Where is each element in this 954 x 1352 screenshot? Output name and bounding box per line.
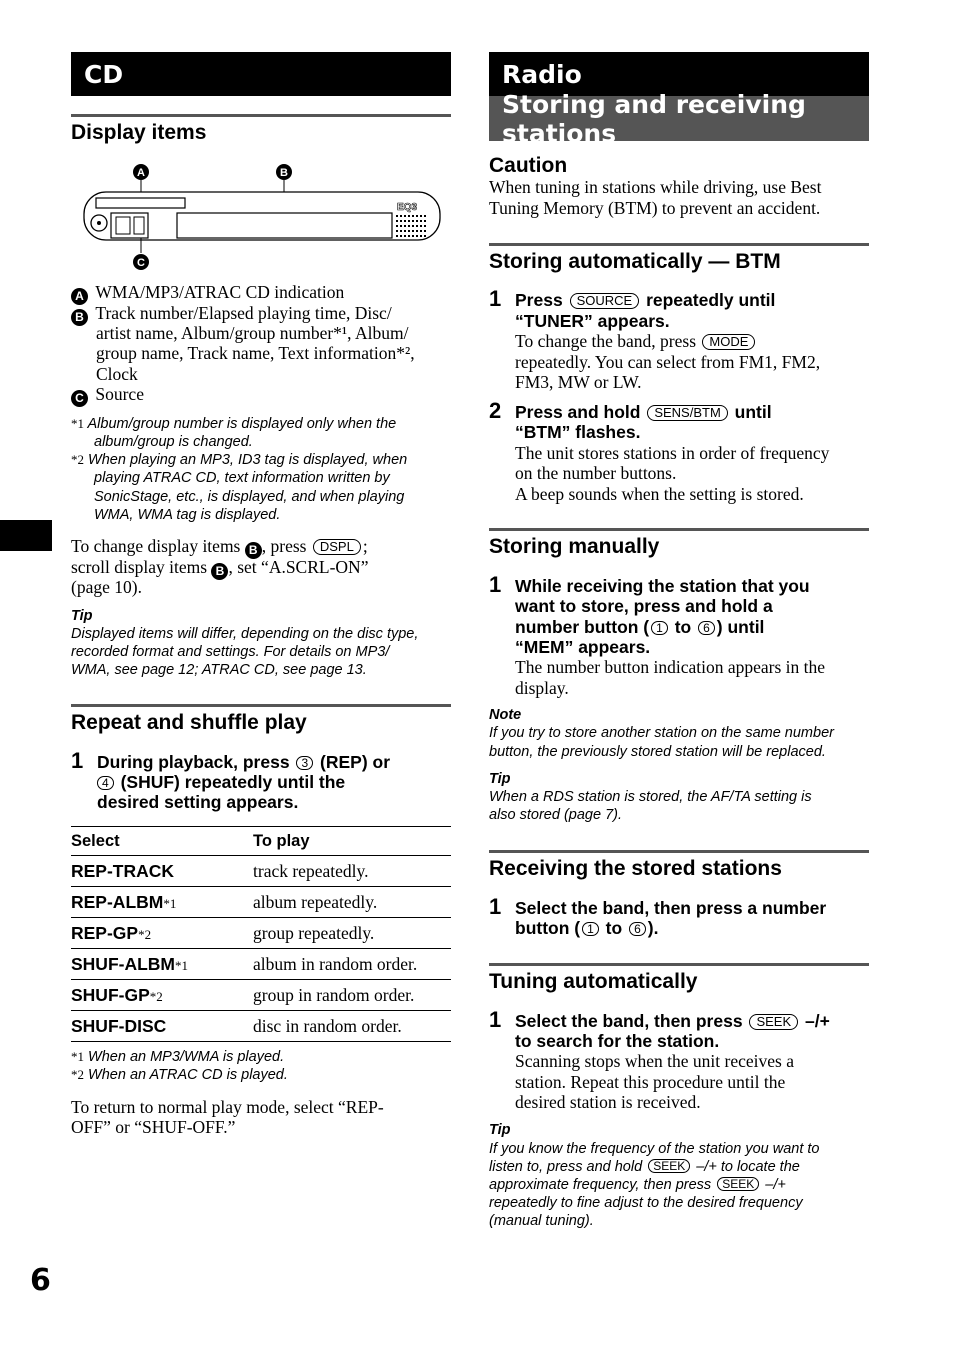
manual-heading: Storing manually — [489, 535, 660, 558]
marker-a-icon: A — [71, 288, 88, 305]
footnote-1-line2: album/group is changed. — [94, 434, 253, 450]
tuning-step1-number: 1 — [489, 1007, 502, 1032]
receiving-step1-line2: button ( 1 to 6 ). — [515, 918, 659, 938]
number-1-button: 1 — [582, 922, 599, 936]
repeat-shuffle-table — [71, 826, 451, 1042]
repeat-heading: Repeat and shuffle play — [71, 711, 307, 734]
display-item-b-line3: group name, Track name, Text information*², — [96, 343, 415, 363]
return-normal-line1: To return to normal play mode, select “REP- — [71, 1097, 384, 1117]
tuning-step1-body1: Scanning stops when the unit receives a — [515, 1051, 794, 1071]
seek-button: SEEK — [717, 1177, 759, 1191]
seek-button: SEEK — [749, 1014, 798, 1030]
page-ref-text: (page 10). — [71, 577, 142, 597]
source-button: SOURCE — [570, 293, 640, 309]
marker-c-icon: C — [71, 390, 88, 407]
display-item-b-line2: artist name, Album/group number*¹, Album/ — [96, 323, 409, 343]
cd-section-title: CD — [84, 59, 124, 89]
table-row: SHUF-ALBM*1 album in random order. — [71, 949, 451, 980]
footnote-2-line2: playing ATRAC CD, text information written by — [94, 470, 390, 486]
display-item-a: A WMA/MP3/ATRAC CD indication — [71, 282, 451, 305]
rep-3-button: 3 — [296, 756, 313, 770]
display-main-area — [177, 213, 392, 238]
table-header-row — [71, 827, 451, 856]
btm-step1-number: 1 — [489, 286, 502, 311]
note-label: Note — [489, 707, 522, 723]
btm-step1-body2: repeatedly. You can select from FM1, FM2, — [515, 352, 821, 372]
tuning-tip-line-3: approximate frequency, then press SEEK –/+ — [489, 1177, 786, 1193]
repeat-step-line2: 4 (SHUF) repeatedly until the — [97, 772, 457, 793]
tuning-rule — [489, 963, 869, 966]
btm-step2-body3: A beep sounds when the setting is stored. — [515, 484, 804, 504]
display-item-b-line4: Clock — [96, 364, 138, 384]
scroll-display-text: scroll display items B , set “A.SCRL-ON” — [71, 557, 369, 578]
btm-step1-body1: To change the band, press MODE — [515, 331, 875, 352]
table-footnote-1: *1 When an MP3/WMA is played. — [71, 1049, 285, 1065]
table-row: REP-ALBM*1 album repeatedly. — [71, 887, 451, 918]
repeat-rule — [71, 704, 451, 707]
receiving-heading: Receiving the stored stations — [489, 857, 782, 880]
tip-line-3: WMA, see page 12; ATRAC CD, see page 13. — [71, 662, 367, 678]
repeat-step-line3: desired setting appears. — [97, 792, 299, 812]
footnote-1: *1 Album/group number is displayed only when the — [71, 416, 397, 432]
number-1-button: 1 — [651, 621, 668, 635]
callout-c-letter: C — [137, 257, 145, 269]
table-row: SHUF-GP*2 group in random order. — [71, 980, 451, 1011]
tuning-step1-line2: to search for the station. — [515, 1031, 720, 1051]
mode-button: MODE — [702, 334, 755, 350]
tuning-step1-body3: desired station is received. — [515, 1092, 701, 1112]
footnote-2-line3: SonicStage, etc., is displayed, and when playing — [94, 489, 405, 505]
receiving-rule — [489, 850, 869, 853]
section-edge-tab — [0, 520, 52, 551]
change-display-text: To change display items B , press DSPL ; — [71, 536, 368, 557]
table-footnote-2: *2 When an ATRAC CD is played. — [71, 1067, 288, 1083]
note-line-2: button, the previously stored station will be replaced. — [489, 744, 826, 760]
tuning-tip-line-1: If you know the frequency of the station you want to — [489, 1141, 820, 1157]
btm-step1-body3: FM3, MW or LW. — [515, 372, 642, 392]
seek-button: SEEK — [648, 1159, 690, 1173]
cd-section-title-bar — [71, 52, 451, 96]
btm-step1-line1: Press SOURCE repeatedly until — [515, 290, 776, 310]
btm-rule — [489, 243, 869, 246]
footnote-2: *2 When playing an MP3, ID3 tag is displayed, when — [71, 452, 408, 468]
table-row: REP-GP*2 group repeatedly. — [71, 918, 451, 949]
manual-tip-line-1: When a RDS station is stored, the AF/TA setting is — [489, 789, 812, 805]
repeat-step-line1: During playback, press 3 (REP) or — [97, 752, 391, 772]
tip-label: Tip — [489, 771, 511, 787]
callout-a-letter: A — [137, 167, 145, 179]
tip-line-1: Displayed items will differ, depending on the disc type, — [71, 626, 419, 642]
caution-heading: Caution — [489, 154, 568, 177]
tip-line-2: recorded format and settings. For details on MP3/ — [71, 644, 390, 660]
manual-rule — [489, 528, 869, 531]
display-item-b: B Track number/Elapsed playing time, Disc/ — [71, 303, 456, 326]
tuning-step1-body2: station. Repeat this procedure until the — [515, 1072, 786, 1092]
tuning-step1-line1: Select the band, then press SEEK –/+ — [515, 1011, 830, 1031]
caution-line1: When tuning in stations while driving, use Best — [489, 177, 822, 197]
page-number: 6 — [30, 1263, 51, 1298]
tip-label: Tip — [71, 608, 93, 624]
btm-step2-line1: Press and hold SENS/BTM until — [515, 402, 772, 422]
table-row: SHUF-DISC disc in random order. — [71, 1011, 451, 1042]
marker-b-icon: B — [71, 309, 88, 326]
tip-label: Tip — [489, 1122, 511, 1138]
tuning-tip-line-4: repeatedly to fine adjust to the desired frequency — [489, 1195, 803, 1211]
btm-step1-line2: “TUNER” appears. — [515, 311, 670, 331]
caution-line2: Tuning Memory (BTM) to prevent an accident. — [489, 198, 821, 218]
radio-subtitle: Storing and receiving stations — [502, 89, 806, 148]
display-item-c: C Source — [71, 384, 451, 407]
manual-step1-line4: “MEM” appears. — [515, 637, 651, 657]
manual-step1-line1: While receiving the station that you — [515, 576, 810, 596]
number-6-button: 6 — [698, 621, 715, 635]
btm-step2-line2: “BTM” flashes. — [515, 422, 641, 442]
manual-step1-line2: want to store, press and hold a — [515, 596, 773, 616]
tuning-heading: Tuning automatically — [489, 970, 698, 993]
manual-step1-number: 1 — [489, 572, 502, 597]
dspl-button: DSPL — [313, 539, 361, 555]
display-top-strip — [96, 198, 185, 208]
btm-step2-number: 2 — [489, 398, 502, 423]
btm-heading: Storing automatically — BTM — [489, 250, 781, 273]
radio-subtitle-bar — [489, 89, 869, 148]
tuning-tip-line-5: (manual tuning). — [489, 1213, 594, 1229]
display-items-rule — [71, 114, 451, 117]
shuf-4-button: 4 — [97, 776, 114, 790]
footnote-2-line4: WMA, WMA tag is displayed. — [94, 507, 281, 523]
manual-step1-line3: number button ( 1 to 6 ) until — [515, 617, 765, 637]
repeat-step-number: 1 — [71, 748, 84, 773]
callout-b-letter: B — [280, 167, 288, 179]
note-line-1: If you try to store another station on the same number — [489, 725, 834, 741]
table-row: REP-TRACK track repeatedly. — [71, 856, 451, 887]
marker-b-icon: B — [211, 563, 228, 580]
manual-step1-body2: display. — [515, 678, 569, 698]
radio-section-title: Radio — [502, 59, 582, 89]
manual-step1-body1: The number button indication appears in the — [515, 657, 826, 677]
receiving-step1-number: 1 — [489, 894, 502, 919]
manual-tip-line-2: also stored (page 7). — [489, 807, 622, 823]
display-items-heading: Display items — [71, 121, 207, 144]
display-illustration — [80, 160, 445, 275]
eq3-label: EQ3 — [397, 202, 418, 213]
sens-btm-button: SENS/BTM — [647, 405, 727, 421]
table-header-to-play: To play — [253, 827, 451, 856]
table-header-select: Select — [71, 827, 253, 856]
receiving-step1-line1: Select the band, then press a number — [515, 898, 827, 918]
tuning-tip-line-2: listen to, press and hold SEEK –/+ to locate the — [489, 1159, 800, 1175]
number-6-button: 6 — [629, 922, 646, 936]
return-normal-line2: OFF” or “SHUF-OFF.” — [71, 1117, 236, 1137]
marker-b-icon: B — [245, 542, 262, 559]
btm-step2-body2: on the number buttons. — [515, 463, 677, 483]
btm-step2-body1: The unit stores stations in order of frequency — [515, 443, 830, 463]
